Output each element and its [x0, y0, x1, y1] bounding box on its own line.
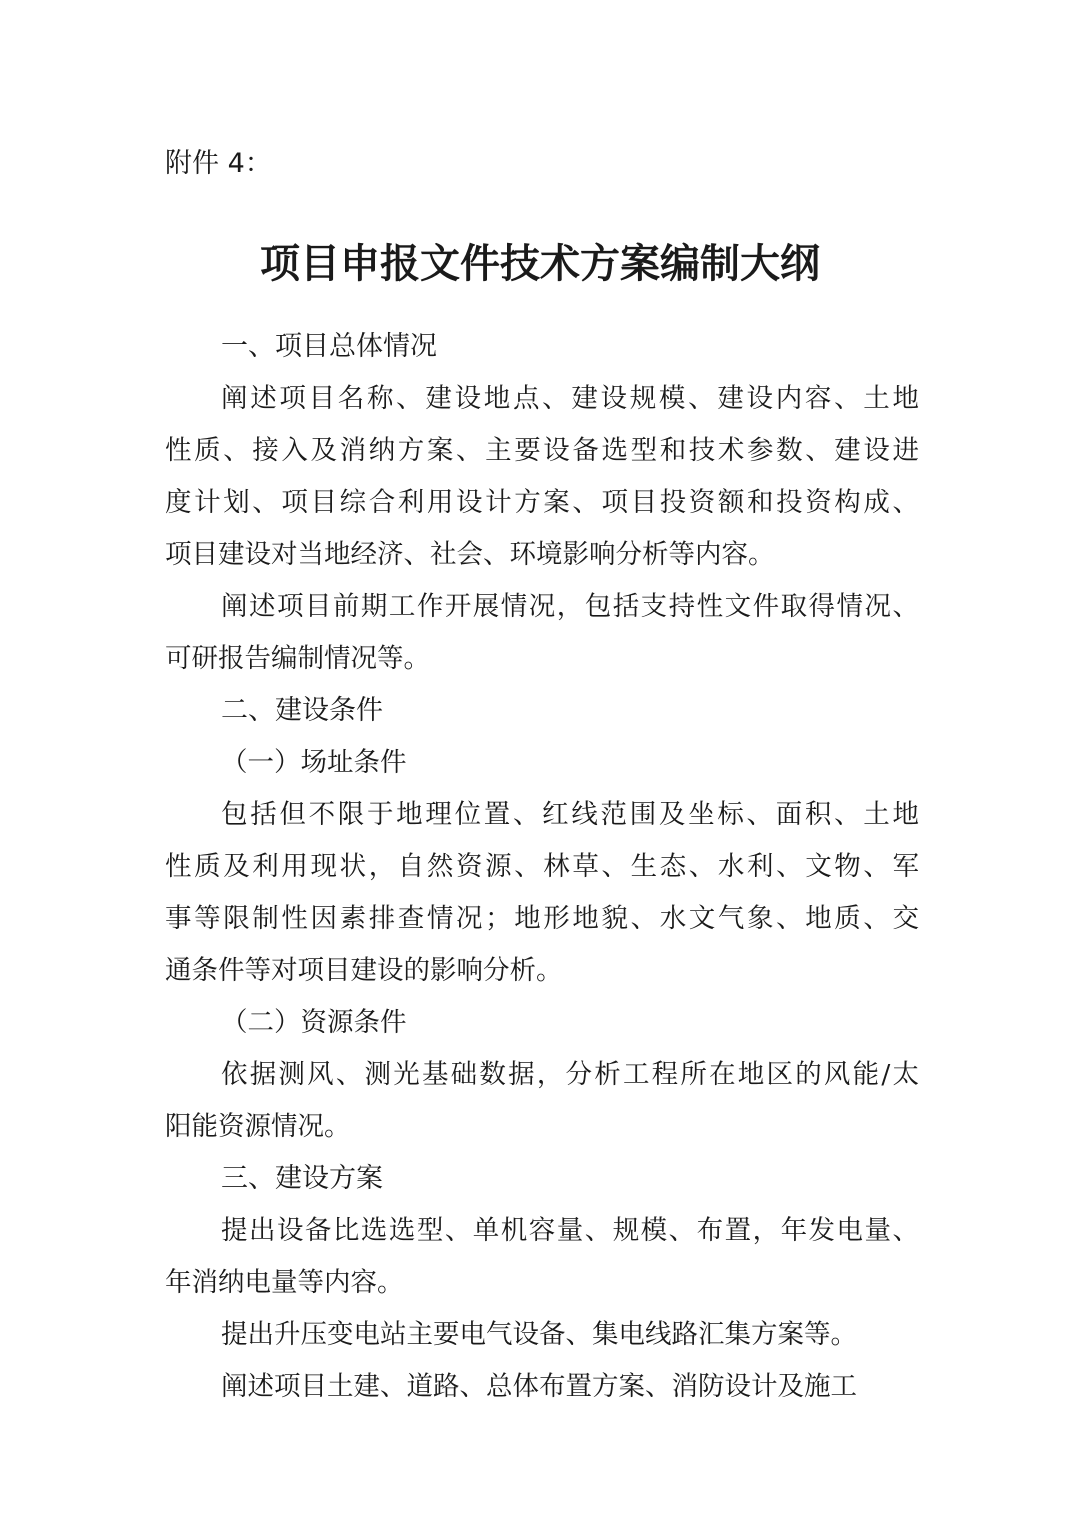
paragraph-line: 性质、接入及消纳方案、主要设备选型和技术参数、建设进: [165, 435, 919, 466]
subsection-heading-resource: （二）资源条件: [221, 1007, 407, 1038]
paragraph-line: 包括但不限于地理位置、红线范围及坐标、面积、土地: [221, 799, 919, 830]
paragraph-line: 阐述项目名称、建设地点、建设规模、建设内容、土地: [221, 383, 919, 414]
section-heading-1: 一、项目总体情况: [221, 331, 437, 362]
section-heading-2: 二、建设条件: [221, 695, 383, 726]
paragraph-line: 事等限制性因素排查情况；地形地貌、水文气象、地质、交: [165, 903, 919, 934]
paragraph-line: 可研报告编制情况等。: [165, 643, 430, 674]
paragraph-preliminary-work: [165, 581, 919, 685]
paragraph-project-overview: [165, 373, 919, 581]
paragraph-line: 提出升压变电站主要电气设备、集电线路汇集方案等。: [221, 1319, 857, 1350]
paragraph-site-conditions: [165, 789, 919, 997]
paragraph-line: 阳能资源情况。: [165, 1111, 351, 1142]
attachment-label: 附件 4：: [165, 148, 272, 179]
paragraph-line: 年消纳电量等内容。: [165, 1267, 404, 1298]
paragraph-line: 阐述项目前期工作开展情况，包括支持性文件取得情况、: [221, 591, 919, 622]
subsection-heading-site: （一）场址条件: [221, 747, 407, 778]
paragraph-line: 项目建设对当地经济、社会、环境影响分析等内容。: [165, 539, 775, 570]
paragraph-substation: [165, 1309, 919, 1361]
paragraph-line: 依据测风、测光基础数据，分析工程所在地区的风能/太: [221, 1059, 919, 1090]
paragraph-line: 性质及利用现状，自然资源、林草、生态、水利、文物、军: [165, 851, 919, 882]
document-title: 项目申报文件技术方案编制大纲: [260, 241, 820, 287]
paragraph-line: 阐述项目土建、道路、总体布置方案、消防设计及施工: [221, 1371, 857, 1402]
section-heading-3: 三、建设方案: [221, 1163, 383, 1194]
document-body: [165, 321, 919, 1413]
paragraph-civil-works: [165, 1361, 919, 1413]
paragraph-line: 提出设备比选选型、单机容量、规模、布置，年发电量、: [221, 1215, 919, 1246]
paragraph-equipment-selection: [165, 1205, 919, 1309]
paragraph-line: 通条件等对项目建设的影响分析。: [165, 955, 563, 986]
paragraph-resource-conditions: [165, 1049, 919, 1153]
paragraph-line: 度计划、项目综合利用设计方案、项目投资额和投资构成、: [165, 487, 919, 518]
